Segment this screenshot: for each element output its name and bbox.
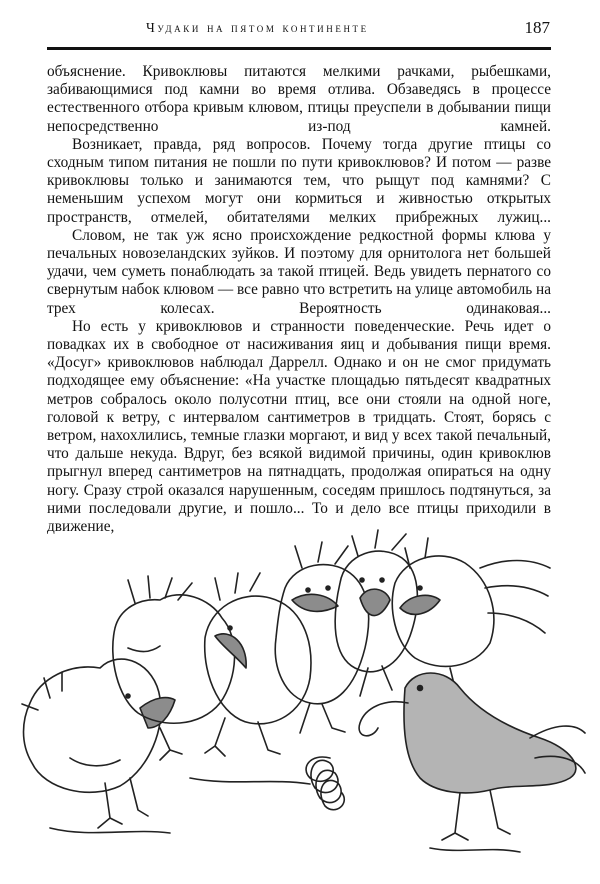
center-left-beak [292, 594, 338, 611]
running-title: Чудаки на пятом континенте [146, 20, 369, 35]
left-bird [22, 659, 175, 828]
running-header [68, 18, 550, 40]
header-rule [47, 47, 551, 50]
center-beak [360, 589, 390, 615]
wrybill-foreground [359, 673, 585, 840]
bird-center [335, 530, 417, 696]
bird-center-left [275, 542, 368, 733]
body-text [47, 63, 551, 536]
paragraph-1: объяснение. Кривоклювы питаются мелкими рачками, рыбешками, забивающимися под камни во время отлива. Обзаведясь в процессе естественного отбора кривым клювом, птицы преуспели в добывании пищи непосредственно из-под камней. [47, 63, 551, 135]
paragraph-4: Но есть у кривоклювов и странности поведенческие. Речь идет о повадках их в свободное от насиживания яиц и добывания пищи время. «Досуг» кривоклювов наблюдал Даррелл. Однако и он не смог придумать подходящее ему объяснение: «На участке площадью пятьдесят квадратных метров собралось около полусотни птиц, все они стояли на одной ноге, головой к ветру, с интервалом сантиметров в тридцать. Стоят, борясь с ветром, нахохлились, темные глазки моргают, и вид у всех такой печальный, что дальше некуда. Вдруг, без всякой видимой причины, один кривоклюв прыгнул вперед сантиметров на пятнадцать, продолжая опираться на одну ногу. Сразу строй оказался нарушенным, соседям пришлось подтянуться, за ними последовали другие, и пошло... То и дело все птицы приходили в движение, [47, 317, 551, 536]
page-number: 187 [524, 18, 550, 37]
paragraph-2: Возникает, правда, ряд вопросов. Почему тогда другие птицы со сходным типом питания не пошли по пути кривоклювов? И потом — разве кривоклювы только и занимаются тем, что рыщут под камнями? С неменьшим успехом могут они кормиться и живностью открытых пространств, отмелей, обитателями мелких прибрежных лужиц... [47, 135, 551, 226]
right-beak [400, 595, 440, 614]
long-beak [215, 634, 246, 668]
coiled-spring-beak [306, 757, 344, 810]
bird-fluffy-head [113, 576, 235, 760]
wrybill-birds-illustration [10, 528, 590, 878]
wrybill-twisted-beak [359, 702, 408, 736]
paragraph-3: Словом, не так уж ясно происхождение редкостной формы клюва у печальных новозеландских зуйков. И поэтому для орнитолога нет большей удачи, чем суметь понаблюдать за такой птицей. Ведь увидеть пернатого со свернутым набок клювом — все равно что встретить на улице автомобиль на трех колесах. Вероятность одинаковая... [47, 226, 551, 317]
wrybill-body [404, 673, 576, 793]
